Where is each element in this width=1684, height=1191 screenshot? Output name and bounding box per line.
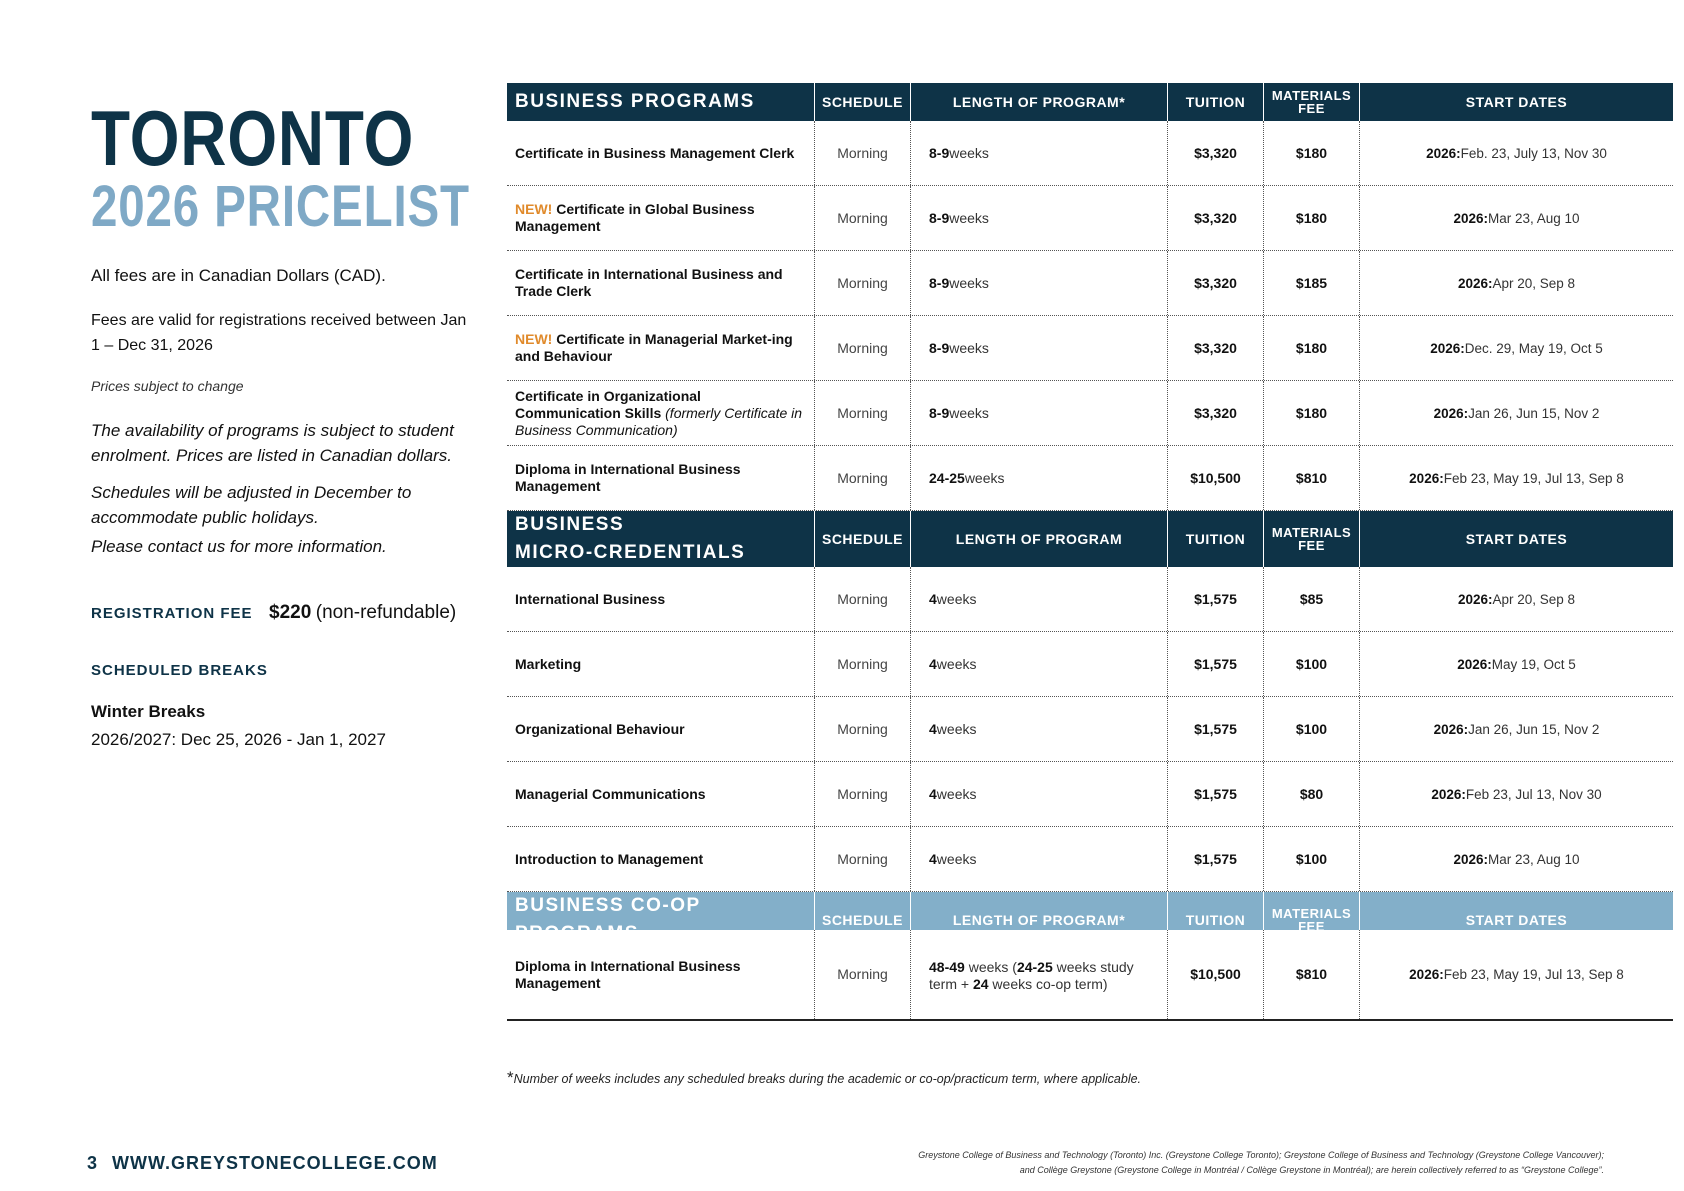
schedule-cell: Morning [814, 930, 910, 1019]
tuition-cell: $3,320 [1167, 121, 1263, 185]
table-row [507, 316, 1673, 381]
col-materials: MATERIALS FEE [1263, 892, 1359, 948]
schedule-cell: Morning [814, 632, 910, 696]
start-year: 2026: [1453, 210, 1488, 226]
table-row [507, 697, 1673, 762]
program-title: Certificate in Business Management Clerk [515, 144, 795, 161]
program-title: Certificate in International Business and Trade Clerk [515, 266, 783, 299]
tuition-cell: $1,575 [1167, 567, 1263, 631]
length-weeks: 4 [929, 590, 937, 607]
start-dates-cell [1359, 930, 1673, 1019]
program-title: Certificate in Managerial Market-ing and Behaviour [515, 331, 793, 364]
materials-cell: $80 [1263, 762, 1359, 826]
length-text-a: weeks ( [964, 959, 1017, 975]
length-cell [910, 827, 1167, 891]
program-title: International Business [515, 590, 666, 607]
tuition-cell: $1,575 [1167, 697, 1263, 761]
start-dates-cell [1359, 697, 1673, 761]
start-dates-cell [1359, 827, 1673, 891]
length-weeks: 4 [929, 850, 937, 867]
start-dates: Apr 20, Sep 8 [1492, 591, 1576, 607]
program-name-text [515, 266, 804, 300]
legal-notice [918, 1148, 1604, 1178]
program-title: Managerial Communications [515, 785, 706, 802]
program-name-text [515, 388, 804, 439]
materials-cell: $180 [1263, 316, 1359, 380]
table-row [507, 446, 1673, 511]
table-row [507, 632, 1673, 697]
legal-line-2: and Collège Greystone (Greystone College in Montréal / Collège Greystone in Montréal); are herein collectively referred to as “Greystone College”. [1019, 1165, 1604, 1175]
program-name-text [515, 201, 804, 235]
program-title: Introduction to Management [515, 850, 704, 867]
schedule-cell: Morning [814, 381, 910, 445]
start-year: 2026: [1457, 656, 1492, 672]
micro-credentials-header [507, 511, 1673, 567]
legal-line-1: Greystone College of Business and Technology (Toronto) Inc. (Greystone College Toronto); Greystone College of Business and Technology (Greystone College Vancouver); [918, 1150, 1604, 1160]
validity-note: Fees are valid for registrations received between Jan 1 – Dec 31, 2026 [91, 312, 467, 354]
materials-cell: $810 [1263, 446, 1359, 510]
program-name-text [515, 786, 706, 803]
availability-note: The availability of programs is subject to student enrolment. Prices are listed in Canadian dollars. [91, 421, 454, 465]
length-text-b: weeks study term + [929, 959, 1134, 992]
table-row [507, 930, 1673, 1021]
scheduled-breaks-heading: SCHEDULED BREAKS [91, 662, 268, 679]
table-row [507, 567, 1673, 632]
tuition-cell: $1,575 [1167, 827, 1263, 891]
length-weeks: 4 [929, 655, 937, 672]
materials-cell: $100 [1263, 632, 1359, 696]
program-name: Diploma in International Business Management [515, 957, 741, 991]
length-unit: weeks [949, 404, 989, 421]
table-row [507, 121, 1673, 186]
schedule-cell: Morning [814, 567, 910, 631]
start-year: 2026: [1433, 405, 1469, 421]
col-schedule: SCHEDULE [814, 892, 910, 948]
tuition-cell: $3,320 [1167, 186, 1263, 250]
length-unit: weeks [949, 209, 989, 226]
materials-cell: $180 [1263, 381, 1359, 445]
start-dates-cell [1359, 186, 1673, 250]
col-start-dates: START DATES [1359, 83, 1673, 121]
length-weeks: 4 [929, 720, 937, 737]
currency-note: All fees are in Canadian Dollars (CAD). [91, 266, 386, 285]
table-row [507, 762, 1673, 827]
col-length: LENGTH OF PROGRAM* [910, 83, 1167, 121]
start-year: 2026: [1431, 786, 1466, 802]
col-length: LENGTH OF PROGRAM* [910, 892, 1167, 948]
tuition-cell: $3,320 [1167, 251, 1263, 315]
page-footer [87, 1153, 438, 1174]
section-title: BUSINESS CO-OP PROGRAMS [515, 895, 701, 944]
length-cell [910, 316, 1167, 380]
length-cell [910, 381, 1167, 445]
registration-fee [91, 602, 456, 624]
col-schedule: SCHEDULE [814, 511, 910, 567]
length-unit: weeks [964, 469, 1005, 486]
registration-fee-label: REGISTRATION FEE [91, 605, 253, 622]
tuition-cell: $10,500 [1167, 930, 1263, 1019]
business-programs-header [507, 83, 1673, 121]
start-dates: Mar 23, Aug 10 [1487, 851, 1580, 867]
tuition-cell: $10,500 [1167, 446, 1263, 510]
schedule-cell: Morning [814, 762, 910, 826]
materials-cell: $85 [1263, 567, 1359, 631]
section-title: BUSINESS PROGRAMS [515, 91, 755, 112]
schedule-cell: Morning [814, 316, 910, 380]
length-total: 48-49 [929, 959, 965, 975]
start-dates: Feb 23, Jul 13, Nov 30 [1465, 786, 1602, 802]
length-unit: weeks [936, 785, 977, 802]
tuition-cell: $3,320 [1167, 316, 1263, 380]
length-cell [910, 762, 1167, 826]
section-title-line1: BUSINESS [515, 514, 625, 535]
start-dates: May 19, Oct 5 [1491, 656, 1576, 672]
start-dates: Dec. 29, May 19, Oct 5 [1464, 340, 1603, 356]
schedule-cell: Morning [814, 186, 910, 250]
program-note: (formerly Certificate in Business Communication) [515, 404, 803, 438]
section-title [507, 511, 814, 567]
program-name-text [515, 851, 703, 868]
length-cell [910, 446, 1167, 510]
col-tuition: TUITION [1167, 892, 1263, 948]
program-name [507, 827, 814, 891]
length-unit: weeks [936, 655, 977, 672]
winter-breaks-dates: 2026/2027: Dec 25, 2026 - Jan 1, 2027 [91, 730, 386, 749]
schedule-note: Schedules will be adjusted in December to accommodate public holidays. [91, 483, 412, 527]
price-change-note: Prices subject to change [91, 378, 244, 394]
start-dates: Mar 23, Aug 10 [1487, 210, 1580, 226]
length-weeks: 4 [929, 785, 937, 802]
start-dates: Jan 26, Jun 15, Nov 2 [1468, 405, 1600, 421]
materials-cell: $185 [1263, 251, 1359, 315]
col-start-dates: START DATES [1359, 511, 1673, 567]
length-unit: weeks [936, 720, 977, 737]
program-name [507, 632, 814, 696]
schedule-cell: Morning [814, 827, 910, 891]
footnote-text: Number of weeks includes any scheduled breaks during the academic or co-op/practicum term, where applicable. [513, 1072, 1142, 1086]
footnote [507, 1068, 1141, 1088]
length-cell [910, 121, 1167, 185]
page-number: 3 [87, 1153, 99, 1173]
start-year: 2026: [1426, 145, 1461, 161]
start-dates: Apr 20, Sep 8 [1492, 275, 1576, 291]
col-start-dates: START DATES [1359, 892, 1673, 948]
table-row [507, 186, 1673, 251]
length-weeks: 8-9 [929, 404, 950, 421]
start-year: 2026: [1453, 851, 1488, 867]
table-row [507, 251, 1673, 316]
start-dates-cell [1359, 632, 1673, 696]
program-name [507, 316, 814, 380]
materials-cell: $180 [1263, 186, 1359, 250]
program-name [507, 446, 814, 510]
program-title: Organizational Behaviour [515, 720, 685, 737]
program-name [507, 186, 814, 250]
table-row [507, 827, 1673, 892]
city-title: TORONTO [91, 94, 415, 182]
materials-cell: $810 [1263, 930, 1359, 1019]
start-year: 2026: [1409, 470, 1444, 486]
start-dates-cell [1359, 567, 1673, 631]
col-materials: MATERIALS FEE [1263, 511, 1359, 567]
length-cell [910, 251, 1167, 315]
start-year: 2026: [1457, 275, 1493, 291]
length-coop: 24 [972, 976, 989, 992]
program-title: Certificate in Organizational Communication Skills [515, 387, 701, 421]
program-title: Certificate in Global Business Management [515, 201, 755, 234]
start-dates-cell [1359, 316, 1673, 380]
pricelist-title: 2026 PRICELIST [91, 174, 470, 239]
length-cell [910, 930, 1167, 1019]
schedule-cell: Morning [814, 446, 910, 510]
program-name [507, 762, 814, 826]
col-materials: MATERIALS FEE [1263, 83, 1359, 121]
tuition-cell: $3,320 [1167, 381, 1263, 445]
winter-breaks-heading: Winter Breaks [91, 702, 206, 721]
program-name-text [515, 721, 685, 738]
length-unit: weeks [936, 590, 977, 607]
program-name [507, 567, 814, 631]
length-text-c: weeks co-op term) [988, 976, 1108, 992]
contact-note: Please contact us for more information. [91, 537, 387, 556]
materials-cell: $180 [1263, 121, 1359, 185]
materials-cell: $100 [1263, 697, 1359, 761]
registration-fee-note: (non-refundable) [315, 602, 457, 623]
program-name-text [515, 656, 581, 673]
coop-programs-header [507, 892, 1673, 944]
schedule-cell: Morning [814, 121, 910, 185]
start-dates-cell [1359, 121, 1673, 185]
start-dates-cell [1359, 446, 1673, 510]
length-unit: weeks [936, 850, 977, 867]
program-name [507, 381, 814, 445]
col-tuition: TUITION [1167, 511, 1263, 567]
col-length: LENGTH OF PROGRAM [910, 511, 1167, 567]
length-cell [910, 697, 1167, 761]
program-name-text [515, 331, 804, 365]
length-unit: weeks [949, 274, 989, 291]
new-tag: NEW! [515, 331, 553, 347]
length-unit: weeks [949, 144, 989, 161]
program-name [507, 697, 814, 761]
intro-panel [91, 94, 491, 749]
start-year: 2026: [1430, 340, 1465, 356]
length-cell [910, 186, 1167, 250]
col-tuition: TUITION [1167, 83, 1263, 121]
length-weeks: 8-9 [929, 144, 950, 161]
website-link[interactable]: WWW.GREYSTONECOLLEGE.COM [112, 1153, 438, 1173]
table-row [507, 381, 1673, 446]
new-tag: NEW! [515, 201, 553, 217]
start-dates: Feb. 23, July 13, Nov 30 [1460, 145, 1607, 161]
start-dates: Feb 23, May 19, Jul 13, Sep 8 [1443, 967, 1624, 982]
program-name-text [515, 591, 665, 608]
start-year: 2026: [1457, 591, 1493, 607]
schedule-cell: Morning [814, 251, 910, 315]
program-name-text [515, 461, 804, 495]
business-programs-rows [507, 121, 1673, 511]
registration-fee-amount: $220 [269, 602, 312, 623]
length-weeks: 8-9 [929, 209, 950, 226]
program-name-text [515, 145, 794, 162]
section-title-line2: MICRO-CREDENTIALS [515, 542, 746, 563]
start-dates: Feb 23, May 19, Jul 13, Sep 8 [1443, 470, 1624, 486]
tuition-cell: $1,575 [1167, 762, 1263, 826]
schedule-cell: Morning [814, 697, 910, 761]
start-year: 2026: [1409, 967, 1444, 982]
start-dates: Jan 26, Jun 15, Nov 2 [1468, 721, 1600, 737]
length-weeks: 8-9 [929, 339, 950, 356]
length-cell [910, 632, 1167, 696]
program-title: Diploma in International Business Management [515, 461, 741, 494]
length-weeks: 8-9 [929, 274, 950, 291]
tuition-cell: $1,575 [1167, 632, 1263, 696]
start-dates-cell [1359, 762, 1673, 826]
micro-credentials-rows [507, 567, 1673, 892]
program-title: Marketing [515, 655, 582, 672]
pricelist-table [507, 83, 1673, 1021]
start-dates-cell [1359, 381, 1673, 445]
length-cell [910, 567, 1167, 631]
length-weeks: 24-25 [929, 469, 965, 486]
program-name [507, 251, 814, 315]
start-dates-cell [1359, 251, 1673, 315]
program-name [507, 121, 814, 185]
col-schedule: SCHEDULE [814, 83, 910, 121]
length-unit: weeks [949, 339, 989, 356]
materials-cell: $100 [1263, 827, 1359, 891]
footnote-star: * [507, 1068, 514, 1087]
length-study: 24-25 [1016, 959, 1053, 975]
start-year: 2026: [1433, 721, 1469, 737]
